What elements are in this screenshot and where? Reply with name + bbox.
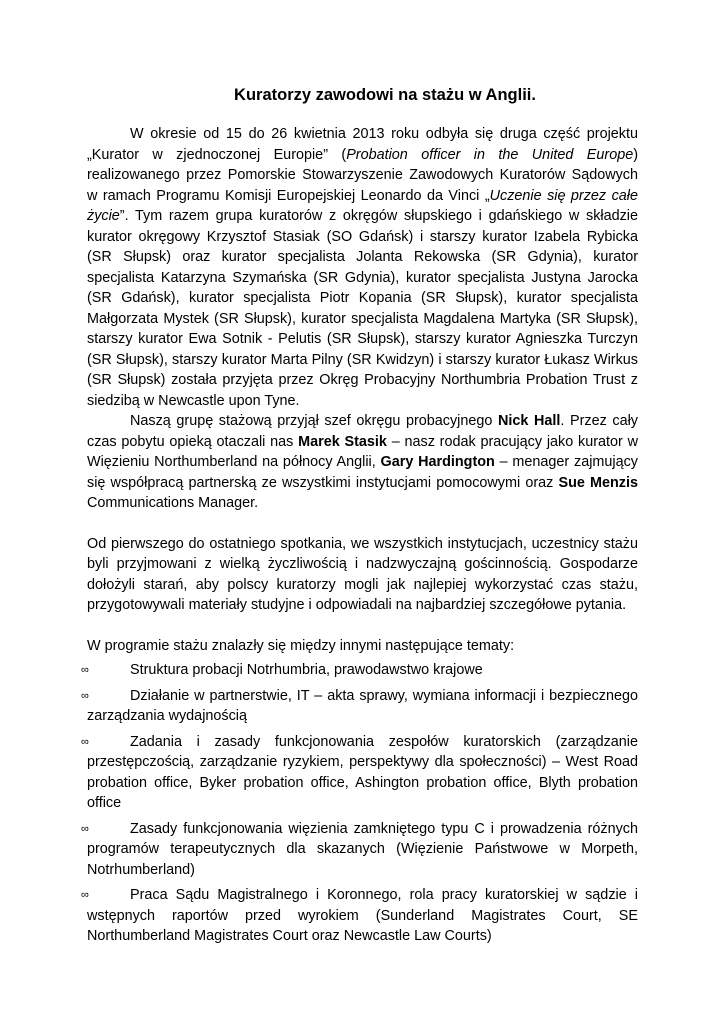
- infinity-bullet-icon: ∞: [81, 664, 89, 676]
- paragraph-program-intro: W programie stażu znalazły się między innymi następujące tematy:: [87, 637, 515, 654]
- paragraph-intro: [87, 124, 638, 411]
- text-run: ) realizowanego przez Pomorskie Stowarzyszenie Zawodowych Kuratorów Sądowych w ramach Programu Komisji Europejskiej Leonardo da Vinci „: [87, 146, 638, 204]
- italic-run: Uczenie się przez całe życie: [87, 187, 638, 224]
- list-item: [81, 732, 638, 814]
- infinity-bullet-icon: ∞: [81, 889, 89, 901]
- bold-name: Gary Hardington: [380, 454, 495, 470]
- list-item-text: Zadania i zasady funkcjonowania zespołów kuratorskich (zarządzanie przestępczością, zarządzanie ryzykiem, perspektywy dla społeczności) – West Road probation office, Byker probation office, Ashington probation office, Blyth probation office: [87, 733, 638, 811]
- list-item-text: Działanie w partnerstwie, IT – akta sprawy, wymiana informacji i bezpiecznego zarządzania wydajnością: [87, 687, 638, 724]
- infinity-bullet-icon: ∞: [81, 822, 89, 835]
- list-item: [81, 660, 638, 681]
- list-item-text: Zasady funkcjonowania więzienia zamkniętego typu C i prowadzenia różnych programów terapeutycznych dla skazanych (Więzienie Państwowe w Morpeth, Notrhumberland): [87, 820, 638, 878]
- italic-run: Probation officer in the United Europe: [346, 146, 634, 163]
- text-run: . Przez cały czas pobytu opieką otaczali nas: [87, 413, 639, 450]
- text-run: – nasz rodak pracujący jako kurator w Więzieniu Northumberland na północy Anglii,: [87, 433, 638, 470]
- bold-name: Sue Menzis: [558, 474, 638, 491]
- list-item-text: Struktura probacji Notrhumbria, prawodawstwo krajowe: [130, 662, 483, 678]
- paragraph-hospitality: Od pierwszego do ostatniego spotkania, we wszystkich instytucjach, uczestnicy stażu byli przyjmowani z wielką życzliwością i nadzwyczajną gościnnością. Gospodarze dołożyli starań, aby polscy kuratorzy mogli jak najlepiej wykorzystać czas stażu, przygotowywali materiały studyjne i odpowiadali na najbardziej szczegółowe pytania.: [87, 535, 638, 613]
- text-run: – menager zajmujący się współpracą partnerską ze wszystkimi instytucjami pomocowymi oraz: [87, 454, 638, 491]
- document-title: Kuratorzy zawodowi na stażu w Anglii.: [234, 86, 536, 104]
- list-item: [81, 885, 638, 947]
- text-run: Communications Manager.: [87, 495, 259, 511]
- text-run: W okresie od 15 do 26 kwietnia 2013 roku odbyła się druga część projektu „Kurator w zjednoczonej Europie” (: [87, 126, 638, 163]
- document-body: [81, 124, 639, 952]
- bold-name: Marek Stasik: [298, 433, 387, 450]
- infinity-bullet-icon: ∞: [81, 689, 89, 702]
- bold-name: Nick Hall: [498, 413, 561, 429]
- topics-list: [81, 660, 638, 947]
- paragraph-hosts: [87, 411, 638, 514]
- list-item-text: Praca Sądu Magistralnego i Koronnego, rola pracy kuratorskiej w sądzie i wstępnych raportów przed wyrokiem (Sunderland Magistrates Court, SE Northumberland Magistrates Court oraz Newcastle Law Courts): [87, 887, 638, 944]
- text-run: Naszą grupę stażową przyjął szef okręgu probacyjnego: [130, 413, 499, 429]
- list-item: [81, 686, 638, 727]
- list-item: [81, 819, 638, 881]
- infinity-bullet-icon: ∞: [81, 735, 89, 748]
- text-run: ”. Tym razem grupa kuratorów z okręgów słupskiego i gdańskiego w składzie kurator okręgowy Krzysztof Stasiak (SO Gdańsk) i starszy kurator Izabela Rybicka (SR Słupsk) oraz kurator specjalista Jolanta Rekowska (SR Gdynia), kurator specjalista Katarzyna Szymańska (SR Gdynia), kurator specjalista Justyna Jarocka (SR Gdańsk), kurator specjalista Piotr Kopania (SR Słupsk), kurator specjalista Małgorzata Mystek (SR Słupsk), kurator specjalista Magdalena Martyka (SR Słupsk), starszy kurator Ewa Sotnik - Pelutis (SR Słupsk), starszy kurator Agnieszka Turczyn (SR Słupsk), starszy kurator Marta Pilny (SR Kwidzyn) i starszy kurator Łukasz Wirkus (SR Słupsk) została przyjęta przez Okręg Probacyjny Northumbria Probation Trust z siedzibą w Newcastle upon Tyne.: [87, 208, 638, 409]
